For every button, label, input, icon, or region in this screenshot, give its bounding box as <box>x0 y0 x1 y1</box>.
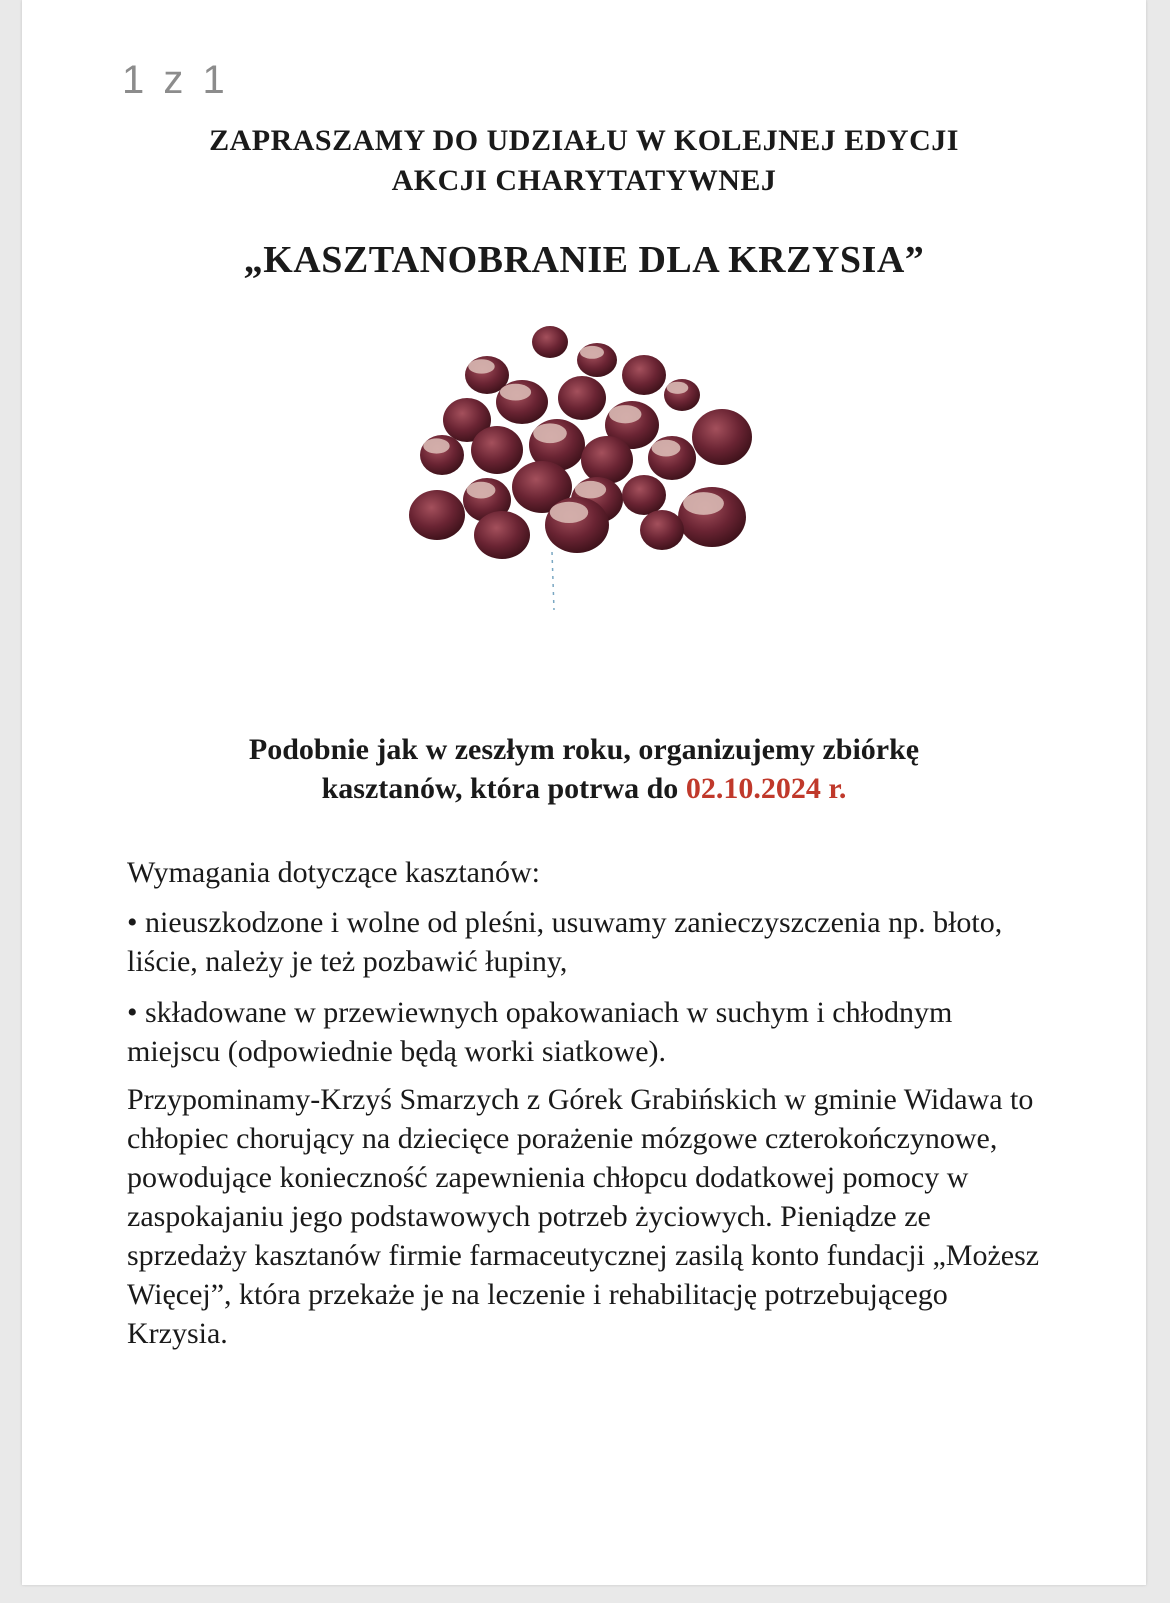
chestnut-hilum-shape <box>575 481 606 498</box>
chestnut-hilum-shape <box>580 346 604 359</box>
chestnut-hilum-shape <box>652 440 681 457</box>
chestnut-hilum-shape <box>533 423 567 443</box>
chestnut-shape <box>532 326 568 358</box>
chestnut-shape <box>640 510 684 550</box>
heading-line-2: AKCJI CHARYTATYWNEJ <box>391 164 777 197</box>
chestnut-shape <box>558 376 606 420</box>
chestnut-hilum-shape <box>550 502 588 523</box>
heading-line-1: ZAPRASZAMY DO UDZIAŁU W KOLEJNEJ EDYCJI <box>209 124 959 157</box>
chestnut-hilum-shape <box>467 482 496 499</box>
reminder-paragraph: Przypominamy-Krzyś Smarzych z Górek Grabińskich w gminie Widawa to chłopiec chorujący na dziecięce porażenie mózgowe czterokończynowe, powodujące konieczność zapewnienia chłopcu dodatkowej pomocy w zaspokajaniu jego podstawowych potrzeb życiowych. Pieniądze ze sprzedaży kasztanów firmie farmaceutycznej zasilą konto fundacji „Możesz Więcej”, która przekaże je na leczenie i rehabilitację potrzebującego Krzysia. <box>127 1083 1040 1350</box>
event-title: „KASZTANOBRANIE DLA KRZYSIA” <box>243 239 925 281</box>
page-counter: 1 z 1 <box>122 58 229 102</box>
chestnut-shape <box>471 426 523 474</box>
lead-line-1: Podobnie jak w zeszłym roku, organizujemy zbiórkę <box>248 733 920 766</box>
chestnut-hilum-shape <box>609 405 641 423</box>
chestnut-hilum-shape <box>500 384 531 401</box>
chestnut-shape <box>692 409 752 465</box>
chestnut-shape <box>409 490 465 540</box>
chestnut-shape <box>581 436 633 484</box>
chestnut-shape <box>622 475 666 515</box>
requirement-item-1: • nieuszkodzone i wolne od pleśni, usuwamy zanieczyszczenia np. błoto, liście, należy je też pozbawić łupiny, <box>127 906 1003 978</box>
requirements-intro: Wymagania dotyczące kasztanów: <box>127 856 540 889</box>
chestnuts-pile-icon <box>382 320 802 620</box>
lead-line-2-text: kasztanów, która potrwa do <box>321 772 686 805</box>
chestnut-hilum-shape <box>683 492 724 515</box>
chestnut-hilum-shape <box>423 438 449 453</box>
requirement-item-2: • składowane w przewiewnych opakowaniach w suchym i chłodnym miejscu (odpowiednie będą worki siatkowe). <box>127 996 953 1068</box>
chestnut-shape <box>474 511 530 559</box>
lead-line-2 <box>22 772 1146 806</box>
chestnut-hilum-shape <box>468 359 494 373</box>
document-page <box>22 0 1146 1585</box>
chestnuts-illustration <box>382 320 802 620</box>
collection-end-date: 02.10.2024 r. <box>685 772 847 805</box>
chestnut-hilum-shape <box>667 382 689 394</box>
chestnut-shape <box>622 355 666 395</box>
